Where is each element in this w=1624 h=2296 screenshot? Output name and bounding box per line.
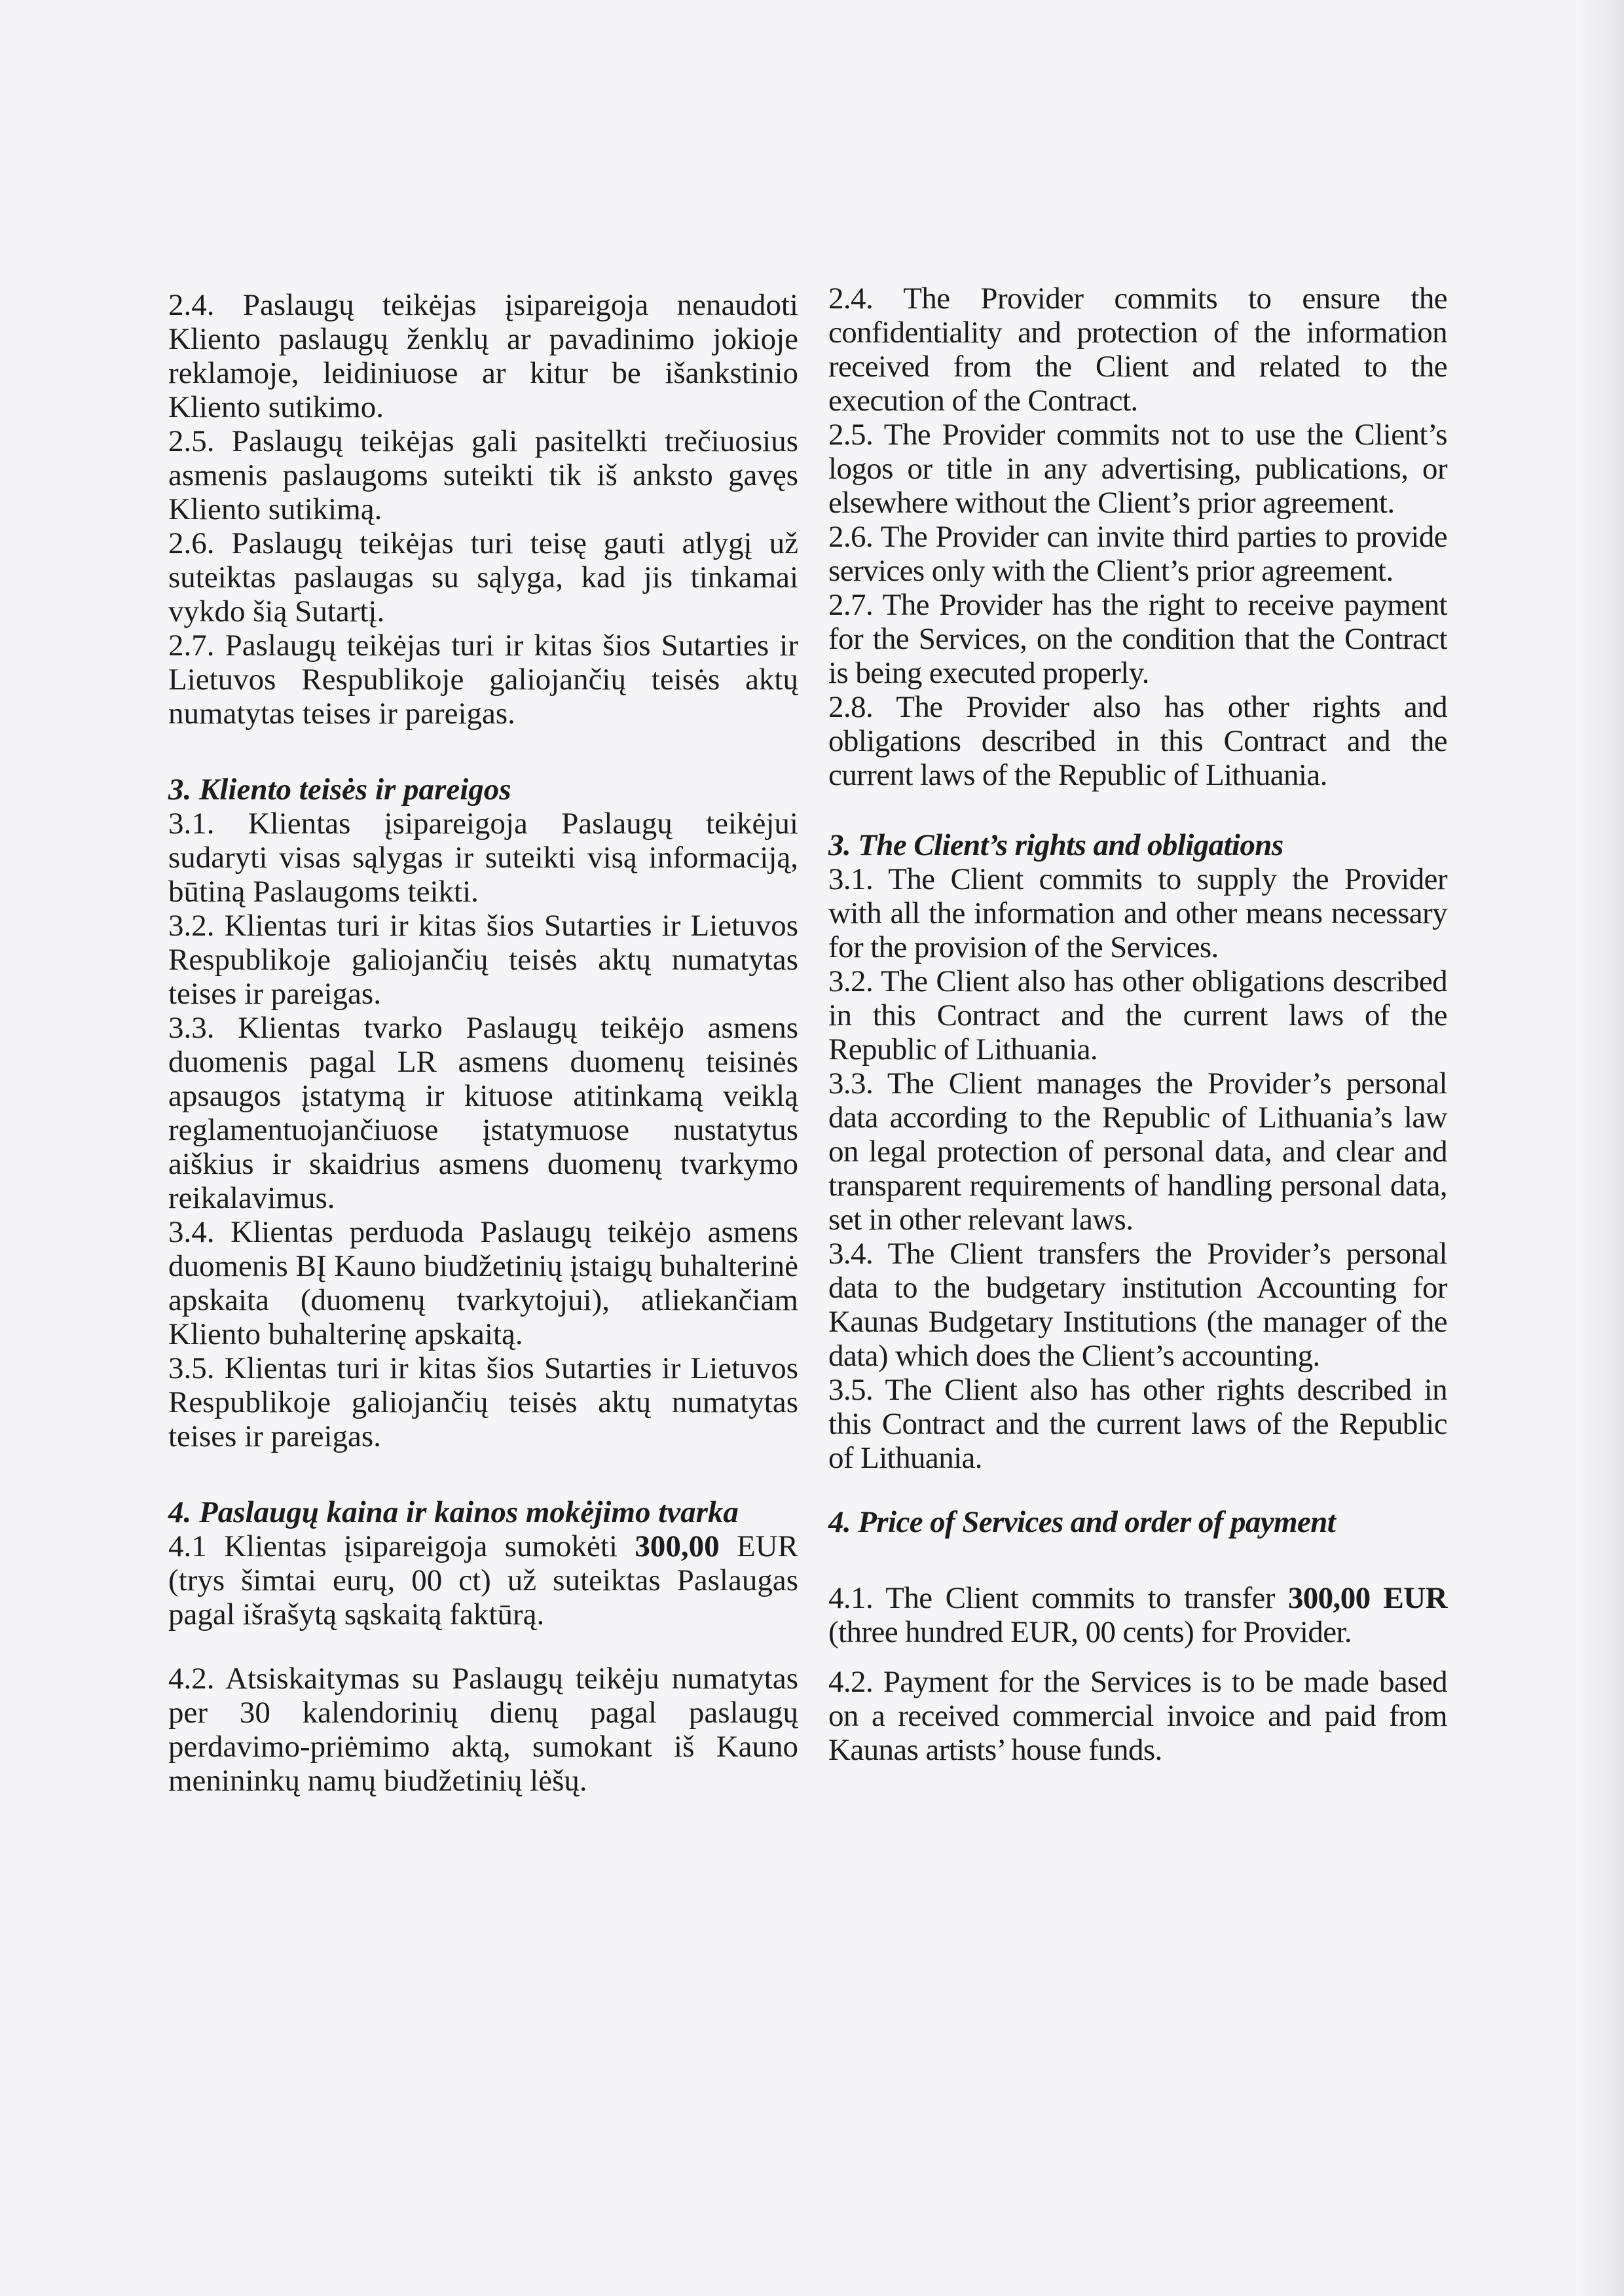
price-amount: 300,00 [635, 1529, 720, 1563]
clause-3-2: 3.2. Klientas turi ir kitas šios Sutarties ir Lietuvos Respublikoje galiojančių teisės aktų numatytas teises ir pareigas. [168, 909, 798, 1011]
price-amount: 300,00 EUR [1287, 1581, 1447, 1615]
clause-3-4: 3.4. Klientas perduoda Paslaugų teikėjo asmens duomenis BĮ Kauno biudžetinių įstaigų buhalterinė apskaita (duomenų tvarkytojui), atliekančiam Kliento buhalterinę apskaitą. [168, 1215, 799, 1351]
clause-3-5: 3.5. Klientas turi ir kitas šios Sutarties ir Lietuvos Respublikoje galiojančių teisės aktų numatytas teises ir pareigas. [168, 1351, 798, 1453]
clause-3-1: 3.1. Klientas įsipareigoja Paslaugų teikėjui sudaryti visas sąlygas ir suteikti visą informaciją, būtiną Paslaugoms teikti. [168, 807, 798, 909]
clause-2-4: 2.4. Paslaugų teikėjas įsipareigoja nenaudoti Kliento paslaugų ženklų ar pavadinimo jokioje reklamoje, leidiniuose ar kitur be išankstinio Kliento sutikimo. [168, 288, 798, 424]
clause-3-1: 3.1. The Client commits to supply the Provider with all the information and other means necessary for the provision of the Services. [828, 862, 1447, 964]
clause-2-8: 2.8. The Provider also has other rights and obligations described in this Contract and the current laws of the Republic of Lithuania. [828, 690, 1447, 792]
section-3-heading: 3. Kliento teisės ir pareigos [168, 773, 511, 807]
clause-4-1 [168, 1529, 798, 1631]
clause-2-4: 2.4. The Provider commits to ensure the confidentiality and protection of the information received from the Client and related to the execution of the Contract. [828, 282, 1447, 418]
clause-3-3: 3.3. Klientas tvarko Paslaugų teikėjo asmens duomenis pagal LR asmens duomenų teisinės apsaugos įstatymą ir kituose atitinkamą veiklą reglamentuojančiuose įstatymuose nustatytus aiškius ir skaidrius asmens duomenų tvarkymo reikalavimus. [168, 1011, 798, 1215]
clause-3-3: 3.3. The Client manages the Provider’s personal data according to the Republic of Lithuania’s law on legal protection of personal data, and clear and transparent requirements of handling personal data, set in other relevant laws. [828, 1066, 1447, 1237]
clause-2-7: 2.7. The Provider has the right to receive payment for the Services, on the condition that the Contract is being executed properly. [828, 588, 1447, 690]
clause-4-1-text: 4.1. The Client commits to transfer [828, 1581, 1288, 1615]
clause-4-1-text: 4.1 Klientas įsipareigoja sumokėti [168, 1529, 635, 1563]
clause-4-2: 4.2. Payment for the Services is to be made based on a received commercial invoice and paid from Kaunas artists’ house funds. [828, 1665, 1447, 1767]
page-edge-shadow [1578, 0, 1624, 2296]
clause-4-1-text-rest: (three hundred EUR, 00 cents) for Provider. [828, 1615, 1352, 1649]
clause-2-6: 2.6. Paslaugų teikėjas turi teisę gauti atlygį už suteiktas paslaugas su sąlyga, kad jis tinkamai vykdo šią Sutartį. [168, 526, 798, 629]
clause-2-7: 2.7. Paslaugų teikėjas turi ir kitas šios Sutarties ir Lietuvos Respublikoje galiojančių teisės aktų numatytas teises ir pareigas. [168, 629, 798, 731]
lithuanian-column [168, 288, 798, 1798]
clause-2-5: 2.5. Paslaugų teikėjas gali pasitelkti trečiuosius asmenis paslaugoms suteikti tik iš anksto gavęs Kliento sutikimą. [168, 424, 798, 526]
english-column [828, 282, 1447, 1767]
clause-2-6: 2.6. The Provider can invite third parties to provide services only with the Client’s prior agreement. [828, 520, 1447, 588]
clause-3-2: 3.2. The Client also has other obligations described in this Contract and the current laws of the Republic of Lithuania. [828, 964, 1447, 1066]
clause-4-2: 4.2. Atsiskaitymas su Paslaugų teikėju numatytas per 30 kalendorinių dienų pagal paslaugų perdavimo-priėmimo aktą, sumokant iš Kauno menininkų namų biudžetinių lėšų. [168, 1662, 798, 1798]
clause-3-5: 3.5. The Client also has other rights described in this Contract and the current laws of the Republic of Lithuania. [828, 1373, 1447, 1475]
section-4-heading: 4. Paslaugų kaina ir kainos mokėjimo tvarka [168, 1495, 739, 1529]
clause-3-4: 3.4. The Client transfers the Provider’s personal data to the budgetary institution Accounting for Kaunas Budgetary Institutions (the manager of the data) which does the Client’s accounting. [828, 1237, 1447, 1373]
clause-4-1-text-rest: EUR (trys šimtai eurų, 00 ct) už suteiktas Paslaugas pagal išrašytą sąskaitą faktūrą. [168, 1529, 798, 1631]
clause-2-5: 2.5. The Provider commits not to use the Client’s logos or title in any advertising, publications, or elsewhere without the Client’s prior agreement. [828, 418, 1447, 520]
section-4-heading: 4. Price of Services and order of payment [828, 1505, 1336, 1539]
section-3-heading: 3. The Client’s rights and obligations [828, 828, 1283, 862]
clause-4-1 [828, 1581, 1447, 1649]
